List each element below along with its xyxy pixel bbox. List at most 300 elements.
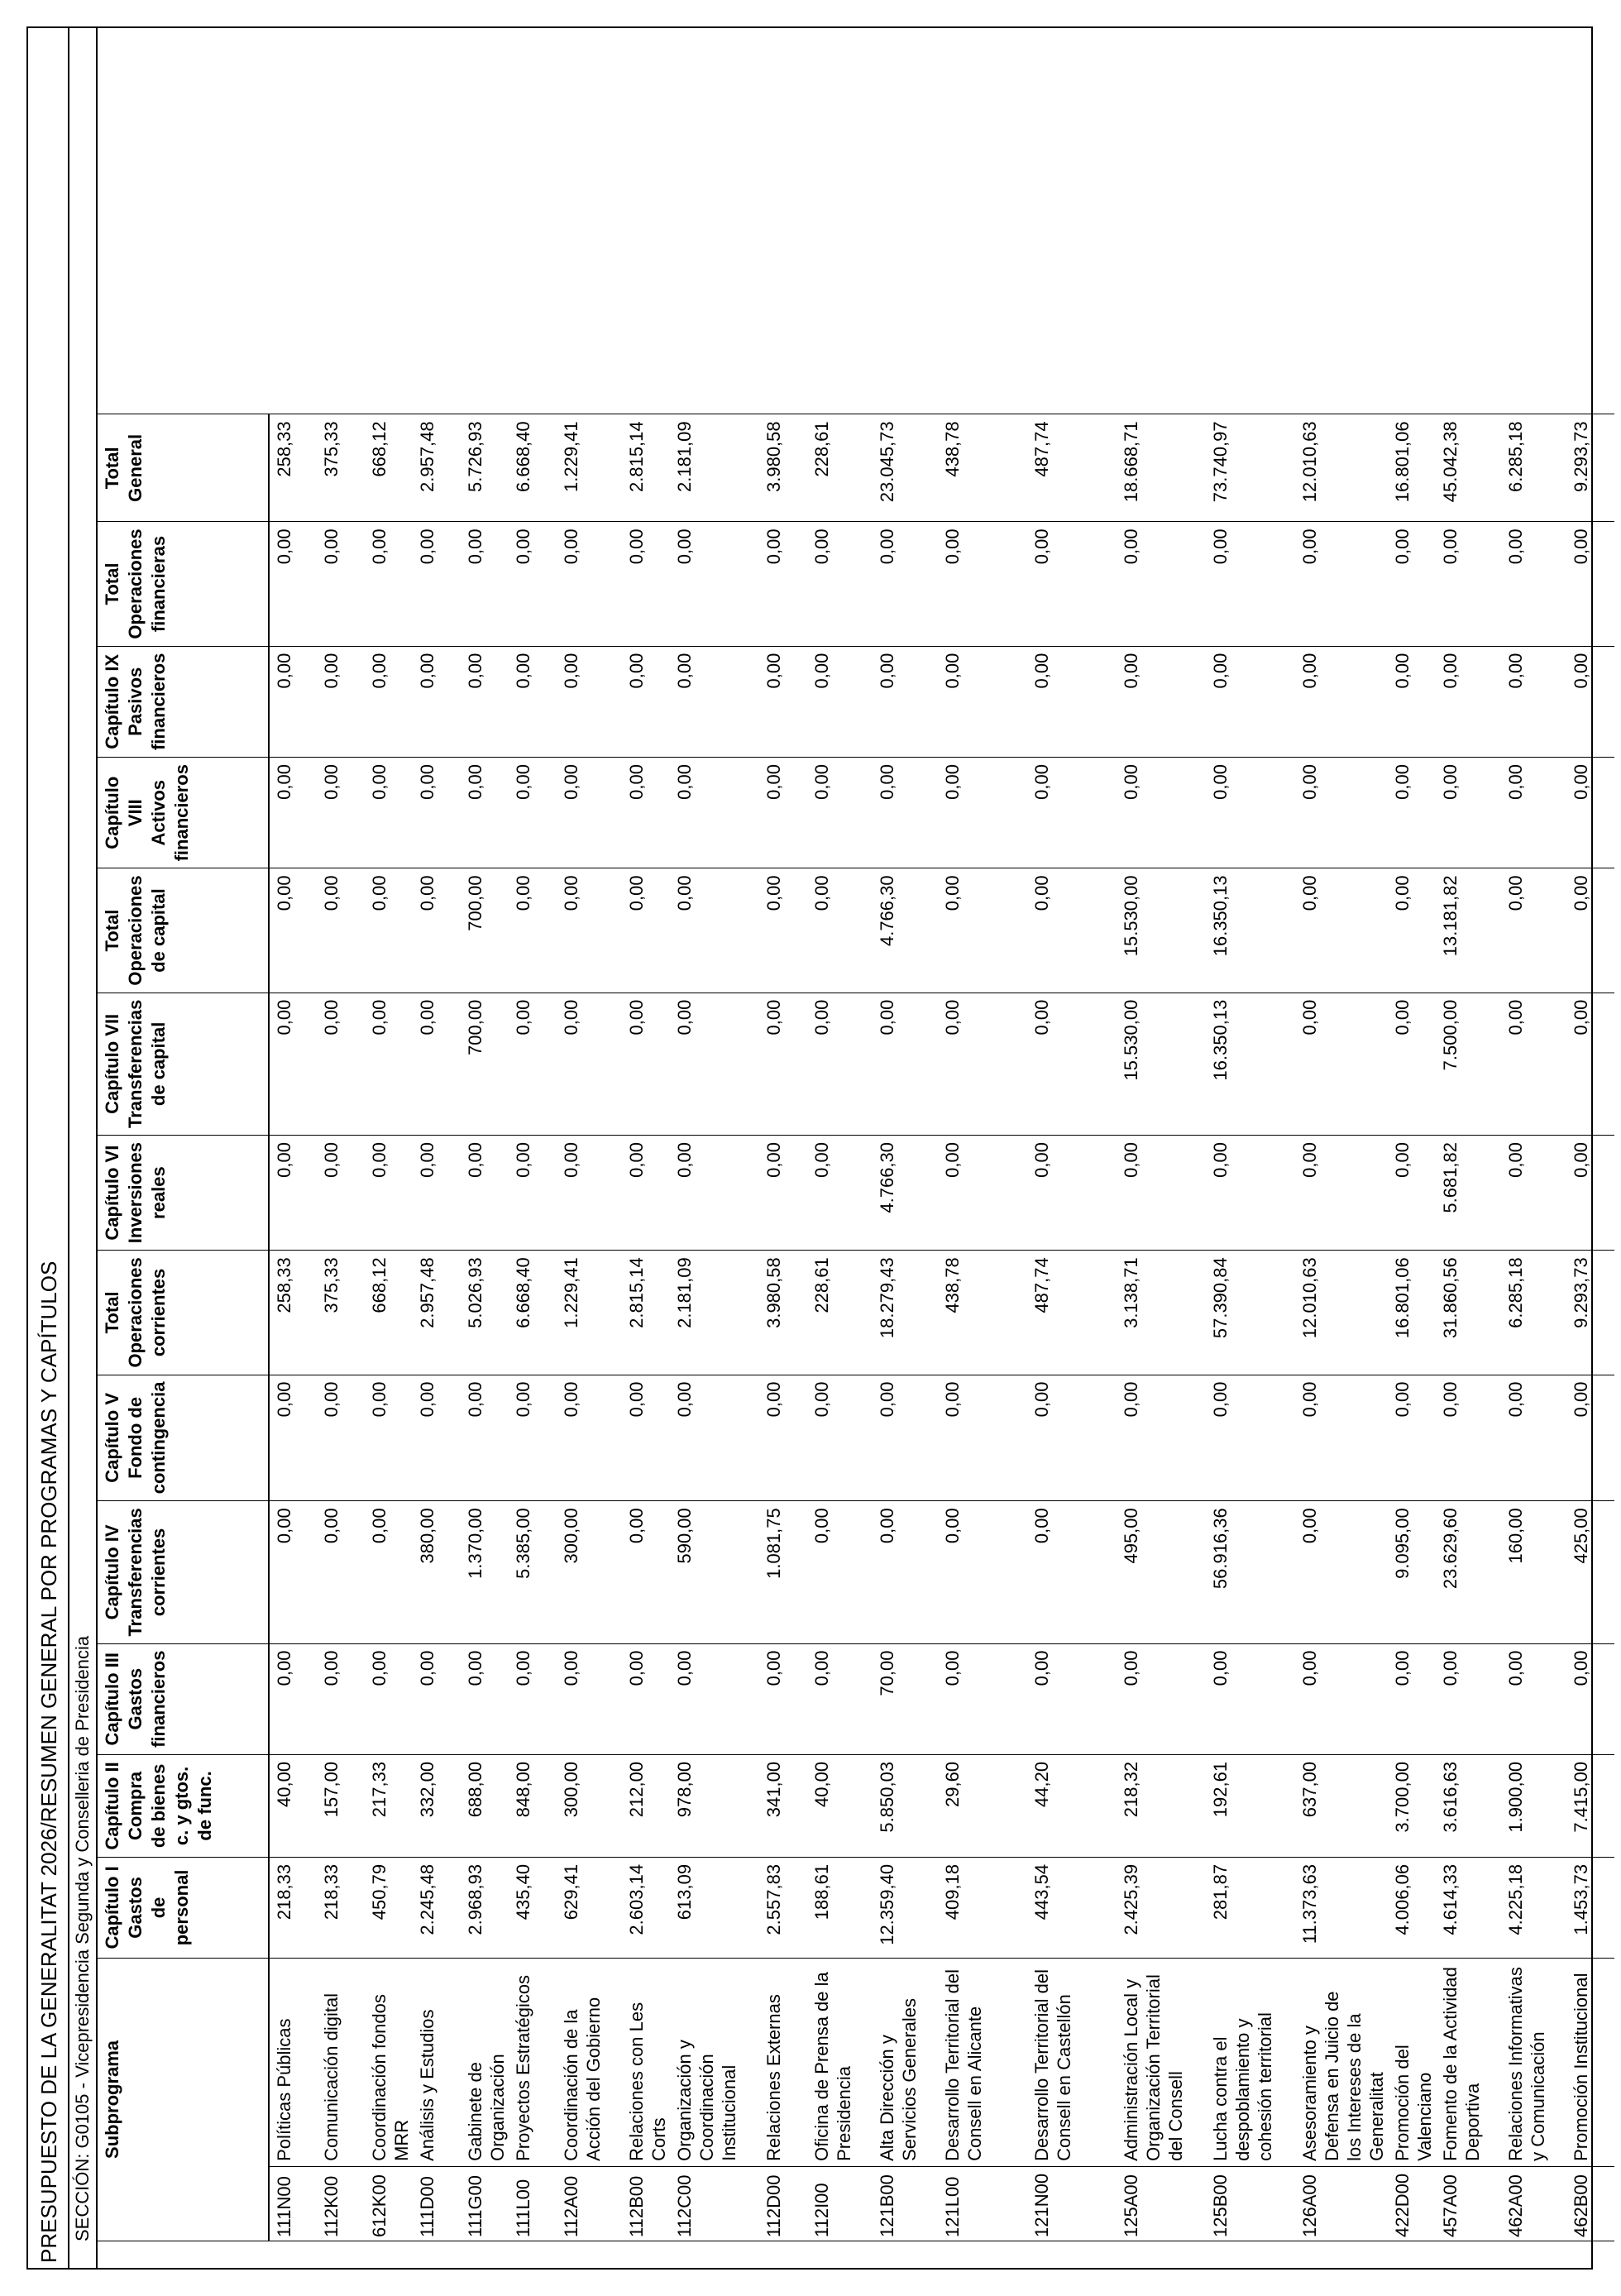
cell-tf: 0,00 xyxy=(413,522,461,646)
table-body xyxy=(269,414,1614,2241)
cell-tf: 0,00 xyxy=(807,522,873,646)
cell-c2: 217,33 xyxy=(365,1754,413,1857)
cell-tc: 375,33 xyxy=(317,1251,365,1375)
cell-c5: 0,00 xyxy=(1388,1375,1436,1501)
header-total-financieras: Total Operaciones financieras xyxy=(98,522,269,646)
cell-tc: 2.181,09 xyxy=(670,1251,759,1375)
cell-c4: 0,00 xyxy=(365,1501,413,1643)
cell-c6: 0,00 xyxy=(1295,1135,1388,1250)
table-row xyxy=(365,414,413,2241)
row-name: Asesoramiento y Defensa en Juicio de los Intereses de la Generalitat xyxy=(1295,1958,1388,2166)
cell-c1: 188,61 xyxy=(807,1857,873,1958)
cell-tc: 18.279,43 xyxy=(873,1251,938,1375)
cell-c8: 0,00 xyxy=(1295,758,1388,868)
header-subprograma: Subprograma xyxy=(98,1958,269,2241)
cell-tc: 2.957,48 xyxy=(413,1251,461,1375)
cell-c4: 590,00 xyxy=(670,1501,759,1643)
table-row xyxy=(413,414,461,2241)
row-code: 125A00 xyxy=(1117,2166,1206,2241)
cell-tc: 31.860,56 xyxy=(1436,1251,1501,1375)
cell-c3: 0,00 xyxy=(1206,1643,1295,1754)
cell-c8: 0,00 xyxy=(1206,758,1295,868)
cell-c6: 0,00 xyxy=(807,1135,873,1250)
cell-c8: 0,00 xyxy=(1027,758,1117,868)
cell-c8: 0,00 xyxy=(1566,758,1614,868)
cell-c9: 0,00 xyxy=(1295,646,1388,757)
header-cap4: Capítulo IV Transferencias corrientes xyxy=(98,1501,269,1643)
header-total-capital: Total Operaciones de capital xyxy=(98,868,269,993)
cell-c5: 0,00 xyxy=(413,1375,461,1501)
cell-c3: 0,00 xyxy=(1388,1643,1436,1754)
cell-tf: 0,00 xyxy=(873,522,938,646)
table-row xyxy=(269,414,317,2241)
cell-c2: 29,60 xyxy=(938,1754,1027,1857)
cell-c7: 7.500,00 xyxy=(1436,993,1501,1135)
cell-tk: 0,00 xyxy=(269,868,317,993)
cell-c5: 0,00 xyxy=(670,1375,759,1501)
table-row xyxy=(1295,414,1388,2241)
cell-c3: 0,00 xyxy=(461,1643,509,1754)
row-code: 112A00 xyxy=(557,2166,622,2241)
cell-tf: 0,00 xyxy=(1566,522,1614,646)
cell-c3: 0,00 xyxy=(1436,1643,1501,1754)
cell-tg: 3.980,58 xyxy=(759,414,807,522)
header-cap8: Capítulo VIII Activos financieros xyxy=(98,758,269,868)
cell-c9: 0,00 xyxy=(670,646,759,757)
row-code: 112I00 xyxy=(807,2166,873,2241)
cell-c2: 1.900,00 xyxy=(1501,1754,1566,1857)
cell-tg: 12.010,63 xyxy=(1295,414,1388,522)
cell-c7: 0,00 xyxy=(873,993,938,1135)
cell-c7: 0,00 xyxy=(269,993,317,1135)
row-code: 457A00 xyxy=(1436,2166,1501,2241)
table-row xyxy=(807,414,873,2241)
cell-c5: 0,00 xyxy=(759,1375,807,1501)
cell-c7: 0,00 xyxy=(317,993,365,1135)
cell-c5: 0,00 xyxy=(807,1375,873,1501)
cell-c9: 0,00 xyxy=(1388,646,1436,757)
cell-tf: 0,00 xyxy=(1501,522,1566,646)
row-code: 121B00 xyxy=(873,2166,938,2241)
cell-tg: 23.045,73 xyxy=(873,414,938,522)
row-name: Promoción del Valenciano xyxy=(1388,1958,1436,2166)
cell-c3: 0,00 xyxy=(317,1643,365,1754)
cell-c7: 0,00 xyxy=(938,993,1027,1135)
header-cap2: Capítulo II Compra de bienes c. y gtos. de func. xyxy=(98,1754,269,1857)
cell-tk: 4.766,30 xyxy=(873,868,938,993)
cell-tg: 258,33 xyxy=(269,414,317,522)
row-name: Promoción Institucional xyxy=(1566,1958,1614,2166)
cell-c2: 40,00 xyxy=(807,1754,873,1857)
cell-tc: 9.293,73 xyxy=(1566,1251,1614,1375)
cell-c5: 0,00 xyxy=(461,1375,509,1501)
header-row xyxy=(98,414,269,2241)
cell-c9: 0,00 xyxy=(1117,646,1206,757)
cell-c3: 0,00 xyxy=(557,1643,622,1754)
cell-tc: 668,12 xyxy=(365,1251,413,1375)
cell-c8: 0,00 xyxy=(269,758,317,868)
section-bar xyxy=(68,28,98,2268)
cell-tk: 0,00 xyxy=(1501,868,1566,993)
cell-tg: 16.801,06 xyxy=(1388,414,1436,522)
cell-c5: 0,00 xyxy=(1295,1375,1388,1501)
cell-c2: 7.415,00 xyxy=(1566,1754,1614,1857)
table-row xyxy=(1206,414,1295,2241)
cell-c5: 0,00 xyxy=(1436,1375,1501,1501)
cell-c6: 0,00 xyxy=(365,1135,413,1250)
cell-c2: 192,61 xyxy=(1206,1754,1295,1857)
cell-c1: 613,09 xyxy=(670,1857,759,1958)
cell-c8: 0,00 xyxy=(1388,758,1436,868)
cell-tk: 0,00 xyxy=(622,868,670,993)
cell-c1: 11.373,63 xyxy=(1295,1857,1388,1958)
row-code: 111D00 xyxy=(413,2166,461,2241)
cell-tc: 57.390,84 xyxy=(1206,1251,1295,1375)
row-name: Alta Dirección y Servicios Generales xyxy=(873,1958,938,2166)
cell-c6: 0,00 xyxy=(1501,1135,1566,1250)
cell-tf: 0,00 xyxy=(670,522,759,646)
cell-c4: 425,00 xyxy=(1566,1501,1614,1643)
cell-c8: 0,00 xyxy=(807,758,873,868)
cell-tc: 228,61 xyxy=(807,1251,873,1375)
table-row xyxy=(461,414,509,2241)
cell-c8: 0,00 xyxy=(873,758,938,868)
header-cap1: Capítulo I Gastos de personal xyxy=(98,1857,269,1958)
cell-c5: 0,00 xyxy=(873,1375,938,1501)
row-name: Coordinación de la Acción del Gobierno xyxy=(557,1958,622,2166)
cell-c1: 218,33 xyxy=(317,1857,365,1958)
cell-c8: 0,00 xyxy=(365,758,413,868)
cell-c1: 1.453,73 xyxy=(1566,1857,1614,1958)
cell-tf: 0,00 xyxy=(1206,522,1295,646)
cell-c7: 0,00 xyxy=(1027,993,1117,1135)
cell-c8: 0,00 xyxy=(1117,758,1206,868)
cell-tc: 2.815,14 xyxy=(622,1251,670,1375)
row-name: Relaciones Externas xyxy=(759,1958,807,2166)
cell-c4: 0,00 xyxy=(938,1501,1027,1643)
cell-c2: 688,00 xyxy=(461,1754,509,1857)
cell-c4: 0,00 xyxy=(622,1501,670,1643)
cell-c2: 5.850,03 xyxy=(873,1754,938,1857)
cell-tc: 5.026,93 xyxy=(461,1251,509,1375)
cell-c4: 160,00 xyxy=(1501,1501,1566,1643)
row-code: 111G00 xyxy=(461,2166,509,2241)
cell-c5: 0,00 xyxy=(1566,1375,1614,1501)
cell-c7: 0,00 xyxy=(557,993,622,1135)
cell-c9: 0,00 xyxy=(622,646,670,757)
cell-c5: 0,00 xyxy=(317,1375,365,1501)
cell-c1: 409,18 xyxy=(938,1857,1027,1958)
cell-c1: 12.359,40 xyxy=(873,1857,938,1958)
cell-c5: 0,00 xyxy=(622,1375,670,1501)
row-code: 111L00 xyxy=(509,2166,557,2241)
cell-c4: 0,00 xyxy=(269,1501,317,1643)
cell-c2: 3.616,63 xyxy=(1436,1754,1501,1857)
row-name: Desarrollo Territorial del Consell en Alicante xyxy=(938,1958,1027,2166)
cell-c6: 0,00 xyxy=(1117,1135,1206,1250)
cell-tk: 700,00 xyxy=(461,868,509,993)
row-name: Coordinación fondos MRR xyxy=(365,1958,413,2166)
cell-c6: 0,00 xyxy=(1566,1135,1614,1250)
cell-c3: 70,00 xyxy=(873,1643,938,1754)
cell-c1: 4.614,33 xyxy=(1436,1857,1501,1958)
cell-tk: 0,00 xyxy=(938,868,1027,993)
cell-c2: 218,32 xyxy=(1117,1754,1206,1857)
cell-c8: 0,00 xyxy=(557,758,622,868)
cell-c7: 0,00 xyxy=(807,993,873,1135)
cell-tf: 0,00 xyxy=(1027,522,1117,646)
row-name: Análisis y Estudios xyxy=(413,1958,461,2166)
cell-c4: 56.916,36 xyxy=(1206,1501,1295,1643)
header-cap7: Capítulo VII Transferencias de capital xyxy=(98,993,269,1135)
cell-c1: 443,54 xyxy=(1027,1857,1117,1958)
cell-tk: 0,00 xyxy=(365,868,413,993)
cell-tg: 5.726,93 xyxy=(461,414,509,522)
cell-c9: 0,00 xyxy=(1501,646,1566,757)
cell-c4: 9.095,00 xyxy=(1388,1501,1436,1643)
table-row xyxy=(873,414,938,2241)
report-title: PRESUPUESTO DE LA GENERALITAT 2026/RESUMEN GENERAL POR PROGRAMAS Y CAPÍTULOS xyxy=(36,1260,61,2263)
cell-c8: 0,00 xyxy=(1436,758,1501,868)
table-row xyxy=(1027,414,1117,2241)
cell-tc: 6.285,18 xyxy=(1501,1251,1566,1375)
cell-c5: 0,00 xyxy=(1027,1375,1117,1501)
cell-c6: 0,00 xyxy=(317,1135,365,1250)
budget-table xyxy=(98,414,1614,2241)
table-row xyxy=(317,414,365,2241)
cell-c9: 0,00 xyxy=(509,646,557,757)
cell-c3: 0,00 xyxy=(670,1643,759,1754)
cell-c6: 0,00 xyxy=(269,1135,317,1250)
cell-c3: 0,00 xyxy=(938,1643,1027,1754)
cell-c2: 3.700,00 xyxy=(1388,1754,1436,1857)
cell-tk: 0,00 xyxy=(759,868,807,993)
cell-c2: 157,00 xyxy=(317,1754,365,1857)
cell-c7: 700,00 xyxy=(461,993,509,1135)
table-row xyxy=(509,414,557,2241)
cell-tc: 12.010,63 xyxy=(1295,1251,1388,1375)
cell-tk: 0,00 xyxy=(1027,868,1117,993)
row-name: Lucha contra el despoblamiento y cohesión territorial xyxy=(1206,1958,1295,2166)
cell-tf: 0,00 xyxy=(1388,522,1436,646)
row-code: 112B00 xyxy=(622,2166,670,2241)
cell-c7: 0,00 xyxy=(759,993,807,1135)
cell-tf: 0,00 xyxy=(938,522,1027,646)
cell-c2: 44,20 xyxy=(1027,1754,1117,1857)
row-name: Fomento de la Actividad Deportiva xyxy=(1436,1958,1501,2166)
cell-c9: 0,00 xyxy=(1206,646,1295,757)
cell-tc: 6.668,40 xyxy=(509,1251,557,1375)
cell-c9: 0,00 xyxy=(938,646,1027,757)
cell-tg: 668,12 xyxy=(365,414,413,522)
cell-tg: 375,33 xyxy=(317,414,365,522)
row-name: Oficina de Prensa de la Presidencia xyxy=(807,1958,873,2166)
cell-c1: 218,33 xyxy=(269,1857,317,1958)
cell-c7: 16.350,13 xyxy=(1206,993,1295,1135)
header-cap3: Capítulo III Gastos financieros xyxy=(98,1643,269,1754)
cell-tg: 6.285,18 xyxy=(1501,414,1566,522)
cell-c4: 0,00 xyxy=(317,1501,365,1643)
cell-c8: 0,00 xyxy=(317,758,365,868)
cell-tk: 16.350,13 xyxy=(1206,868,1295,993)
cell-c4: 495,00 xyxy=(1117,1501,1206,1643)
cell-c3: 0,00 xyxy=(509,1643,557,1754)
cell-c4: 1.370,00 xyxy=(461,1501,509,1643)
cell-tg: 6.668,40 xyxy=(509,414,557,522)
row-code: 121L00 xyxy=(938,2166,1027,2241)
cell-tf: 0,00 xyxy=(509,522,557,646)
cell-c2: 40,00 xyxy=(269,1754,317,1857)
cell-c9: 0,00 xyxy=(873,646,938,757)
cell-c2: 978,00 xyxy=(670,1754,759,1857)
cell-c3: 0,00 xyxy=(1117,1643,1206,1754)
cell-c8: 0,00 xyxy=(461,758,509,868)
table-row xyxy=(938,414,1027,2241)
cell-c5: 0,00 xyxy=(557,1375,622,1501)
report-frame xyxy=(26,26,1593,2270)
row-code: 126A00 xyxy=(1295,2166,1388,2241)
cell-tg: 228,61 xyxy=(807,414,873,522)
row-name: Organización y Coordinación Institucional xyxy=(670,1958,759,2166)
cell-c2: 212,00 xyxy=(622,1754,670,1857)
header-total-corrientes: Total Operaciones corrientes xyxy=(98,1251,269,1375)
cell-c9: 0,00 xyxy=(461,646,509,757)
row-code: 422D00 xyxy=(1388,2166,1436,2241)
cell-c2: 300,00 xyxy=(557,1754,622,1857)
table-row xyxy=(1117,414,1206,2241)
cell-c4: 1.081,75 xyxy=(759,1501,807,1643)
cell-c1: 4.006,06 xyxy=(1388,1857,1436,1958)
row-name: Relaciones Informativas y Comunicación xyxy=(1501,1958,1566,2166)
cell-tc: 16.801,06 xyxy=(1388,1251,1436,1375)
cell-c9: 0,00 xyxy=(1027,646,1117,757)
cell-c5: 0,00 xyxy=(1501,1375,1566,1501)
row-code: 112D00 xyxy=(759,2166,807,2241)
cell-tf: 0,00 xyxy=(622,522,670,646)
row-name: Administración Local y Organización Territorial del Consell xyxy=(1117,1958,1206,2166)
cell-c4: 300,00 xyxy=(557,1501,622,1643)
cell-c6: 0,00 xyxy=(413,1135,461,1250)
cell-tk: 0,00 xyxy=(807,868,873,993)
cell-c4: 0,00 xyxy=(1027,1501,1117,1643)
cell-c1: 450,79 xyxy=(365,1857,413,1958)
cell-c8: 0,00 xyxy=(938,758,1027,868)
row-code: 121N00 xyxy=(1027,2166,1117,2241)
cell-c9: 0,00 xyxy=(365,646,413,757)
cell-c3: 0,00 xyxy=(413,1643,461,1754)
cell-c2: 848,00 xyxy=(509,1754,557,1857)
cell-c1: 435,40 xyxy=(509,1857,557,1958)
cell-c6: 4.766,30 xyxy=(873,1135,938,1250)
cell-tf: 0,00 xyxy=(1295,522,1388,646)
cell-c6: 5.681,82 xyxy=(1436,1135,1501,1250)
row-name: Proyectos Estratégicos xyxy=(509,1958,557,2166)
cell-c2: 341,00 xyxy=(759,1754,807,1857)
cell-tk: 0,00 xyxy=(1388,868,1436,993)
cell-tg: 9.293,73 xyxy=(1566,414,1614,522)
cell-c8: 0,00 xyxy=(1501,758,1566,868)
table-row xyxy=(1501,414,1566,2241)
cell-c1: 2.425,39 xyxy=(1117,1857,1206,1958)
cell-tk: 0,00 xyxy=(1295,868,1388,993)
cell-tg: 73.740,97 xyxy=(1206,414,1295,522)
table-row xyxy=(1566,414,1614,2241)
cell-c7: 0,00 xyxy=(1501,993,1566,1135)
cell-c3: 0,00 xyxy=(1501,1643,1566,1754)
cell-c7: 0,00 xyxy=(365,993,413,1135)
cell-tc: 1.229,41 xyxy=(557,1251,622,1375)
row-name: Relaciones con Les Corts xyxy=(622,1958,670,2166)
cell-c3: 0,00 xyxy=(365,1643,413,1754)
cell-tk: 0,00 xyxy=(317,868,365,993)
cell-c4: 0,00 xyxy=(1295,1501,1388,1643)
cell-c3: 0,00 xyxy=(622,1643,670,1754)
cell-c3: 0,00 xyxy=(1295,1643,1388,1754)
cell-c9: 0,00 xyxy=(413,646,461,757)
cell-tg: 487,74 xyxy=(1027,414,1117,522)
cell-tk: 15.530,00 xyxy=(1117,868,1206,993)
cell-tf: 0,00 xyxy=(759,522,807,646)
cell-c3: 0,00 xyxy=(1566,1643,1614,1754)
cell-tk: 13.181,82 xyxy=(1436,868,1501,993)
row-name: Gabinete de Organización xyxy=(461,1958,509,2166)
row-name: Desarrollo Territorial del Consell en Castellón xyxy=(1027,1958,1117,2166)
section-label: SECCIÓN: G0105 - Vicepresidencia Segunda y Conselleria de Presidencia xyxy=(72,1635,93,2241)
cell-c5: 0,00 xyxy=(1117,1375,1206,1501)
cell-c5: 0,00 xyxy=(269,1375,317,1501)
cell-c1: 4.225,18 xyxy=(1501,1857,1566,1958)
cell-c7: 0,00 xyxy=(509,993,557,1135)
cell-c3: 0,00 xyxy=(807,1643,873,1754)
cell-c6: 0,00 xyxy=(461,1135,509,1250)
cell-tc: 438,78 xyxy=(938,1251,1027,1375)
cell-c8: 0,00 xyxy=(509,758,557,868)
row-code: 125B00 xyxy=(1206,2166,1295,2241)
header-cap5: Capítulo V Fondo de contingencia xyxy=(98,1375,269,1501)
row-code: 612K00 xyxy=(365,2166,413,2241)
cell-tf: 0,00 xyxy=(365,522,413,646)
cell-c9: 0,00 xyxy=(807,646,873,757)
cell-tg: 2.181,09 xyxy=(670,414,759,522)
cell-c8: 0,00 xyxy=(670,758,759,868)
cell-c7: 0,00 xyxy=(670,993,759,1135)
cell-c1: 2.245,48 xyxy=(413,1857,461,1958)
cell-c7: 0,00 xyxy=(413,993,461,1135)
cell-c4: 380,00 xyxy=(413,1501,461,1643)
cell-c6: 0,00 xyxy=(759,1135,807,1250)
row-code: 112C00 xyxy=(670,2166,759,2241)
cell-c6: 0,00 xyxy=(938,1135,1027,1250)
cell-tc: 487,74 xyxy=(1027,1251,1117,1375)
cell-c4: 23.629,60 xyxy=(1436,1501,1501,1643)
cell-c5: 0,00 xyxy=(509,1375,557,1501)
cell-c2: 637,00 xyxy=(1295,1754,1388,1857)
cell-c9: 0,00 xyxy=(557,646,622,757)
cell-tg: 2.957,48 xyxy=(413,414,461,522)
cell-c7: 0,00 xyxy=(622,993,670,1135)
cell-c7: 0,00 xyxy=(1566,993,1614,1135)
cell-c9: 0,00 xyxy=(269,646,317,757)
cell-tg: 1.229,41 xyxy=(557,414,622,522)
cell-c8: 0,00 xyxy=(413,758,461,868)
cell-c1: 281,87 xyxy=(1206,1857,1295,1958)
table-row xyxy=(557,414,622,2241)
cell-c2: 332,00 xyxy=(413,1754,461,1857)
cell-tf: 0,00 xyxy=(1117,522,1206,646)
cell-tk: 0,00 xyxy=(509,868,557,993)
cell-c8: 0,00 xyxy=(759,758,807,868)
cell-tf: 0,00 xyxy=(1436,522,1501,646)
